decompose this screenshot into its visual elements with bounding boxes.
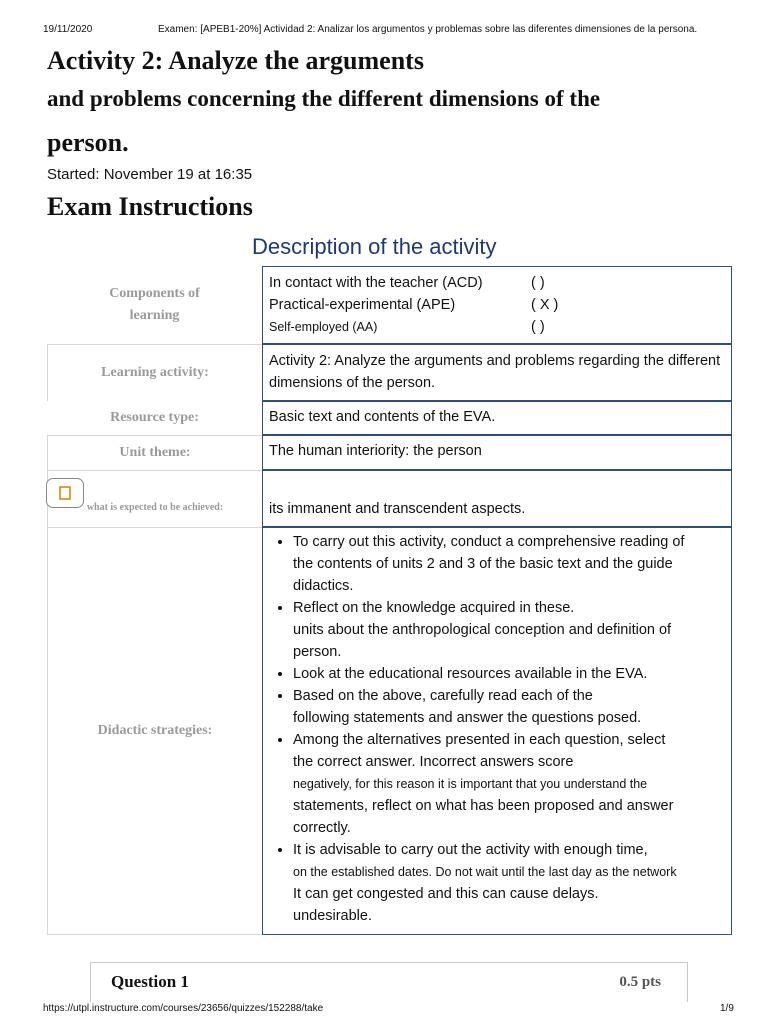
expected-value: its immanent and transcendent aspects.: [262, 470, 732, 527]
component-row: [269, 316, 725, 338]
component-row: [269, 294, 725, 316]
warning-icon-glyph: [58, 486, 72, 500]
component-mark: ( ): [531, 319, 545, 335]
footer-url: https://utpl.instructure.com/courses/23656/quizzes/152288/take: [43, 1003, 324, 1014]
page-title-line3: person.: [47, 128, 129, 157]
list-item: • Among the alternatives presented in each question, select the correct answer. Incorrect answers score negatively, for this reason it is important that you understand the statements, reflect on what has been proposed and answer correctly.: [293, 729, 725, 839]
learning-activity-value: Activity 2: Analyze the arguments and problems regarding the different dimensions of the person.: [262, 344, 732, 401]
component-label: Self-employed (AA): [269, 320, 378, 334]
strategies-list: [269, 531, 725, 927]
description-heading: Description of the activity: [252, 234, 497, 259]
component-mark: ( X ): [531, 297, 559, 313]
exam-instructions-heading: Exam Instructions: [47, 192, 253, 221]
unit-theme-value: The human interiority: the person: [262, 435, 732, 470]
expected-label: what is expected to be achieved:: [47, 470, 262, 527]
print-header-title: Examen: [APEB1-20%] Actividad 2: Analizar los argumentos y problemas sobre las diferentes dimensiones de la persona.: [158, 24, 698, 35]
didactic-strategies-cell: [262, 527, 732, 935]
component-mark: ( ): [531, 275, 545, 291]
unit-theme-label: Unit theme:: [47, 435, 262, 470]
components-cell: [262, 266, 732, 344]
started-timestamp: Started: November 19 at 16:35: [47, 166, 253, 183]
footer-page-number: 1/9: [720, 1003, 734, 1014]
question-points: 0.5 pts: [619, 974, 661, 990]
components-label: Components of learning: [109, 286, 200, 323]
learning-activity-label: Learning activity:: [47, 344, 262, 401]
resource-type-label: Resource type:: [110, 410, 199, 425]
warning-icon[interactable]: [46, 478, 84, 508]
question-title: Question 1: [111, 972, 189, 991]
list-item: • To carry out this activity, conduct a comprehensive reading of the contents of units 2 and 3 of the basic text and the guide didactics.: [293, 531, 725, 597]
page-title-line1: Activity 2: Analyze the arguments: [47, 46, 424, 75]
component-label: In contact with the teacher (ACD): [269, 275, 483, 291]
component-row: [269, 272, 725, 294]
question-card: [90, 962, 688, 1002]
page-title-line2: and problems concerning the different dimensions of the: [47, 86, 601, 111]
list-item: • Look at the educational resources available in the EVA.: [293, 663, 725, 685]
resource-type-value: Basic text and contents of the EVA.: [262, 401, 732, 435]
didactic-strategies-label: Didactic strategies:: [47, 527, 262, 935]
component-label: Practical-experimental (APE): [269, 297, 456, 313]
list-item: • It is advisable to carry out the activity with enough time, on the established dates. Do not wait until the last day as the network It can get congested and this can cause delays. undesirable.: [293, 839, 725, 927]
print-date: 19/11/2020: [43, 24, 93, 35]
list-item: • Based on the above, carefully read each of the following statements and answer the questions posed.: [293, 685, 725, 729]
list-item: • Reflect on the knowledge acquired in these. units about the anthropological conception and definition of person.: [293, 597, 725, 663]
